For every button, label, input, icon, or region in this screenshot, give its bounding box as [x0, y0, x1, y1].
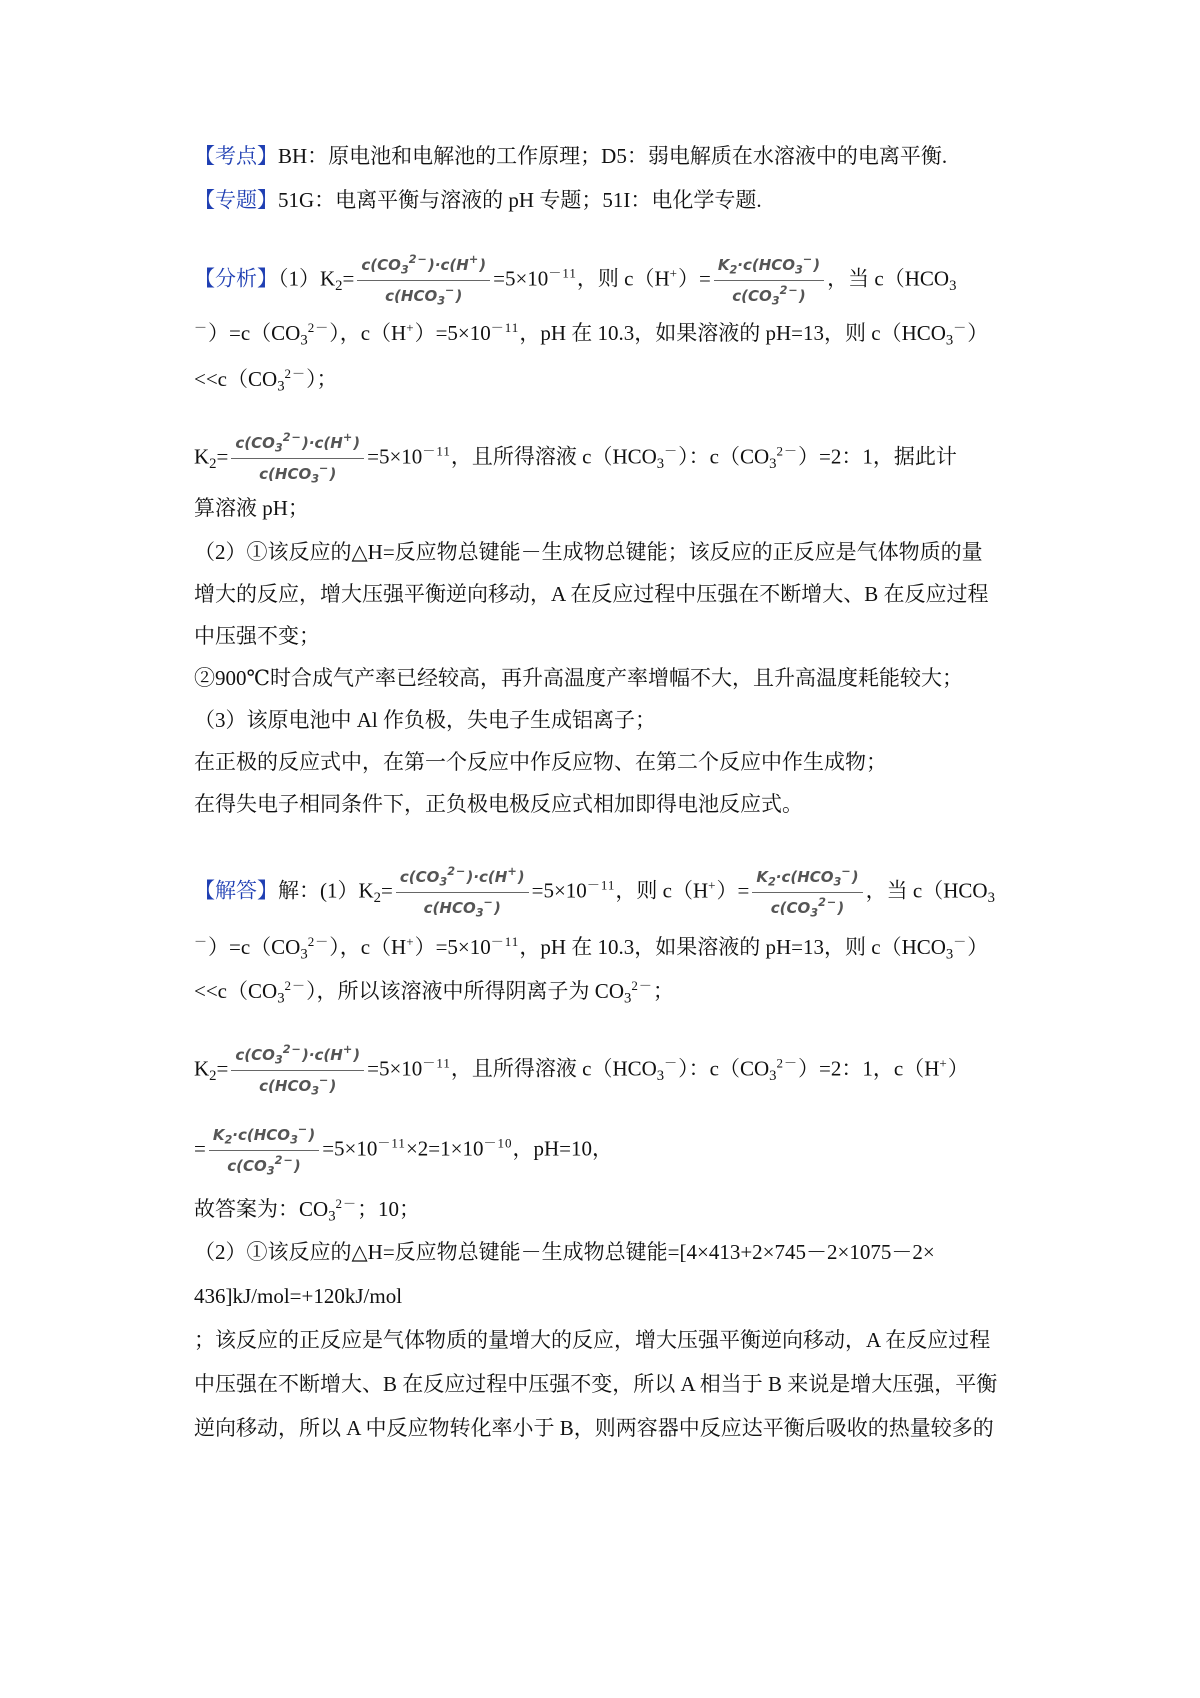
- text: +: [708, 877, 717, 893]
- text: 2: [224, 1133, 233, 1147]
- fenxi-line-2: [194, 314, 988, 354]
- jieda-line-2: [194, 928, 988, 968]
- text: －11: [586, 877, 616, 893]
- text: c(CO: [361, 255, 401, 274]
- text: c(CO: [732, 287, 772, 306]
- text: 3: [290, 1133, 298, 1147]
- text: 2: [209, 1068, 217, 1085]
- text: 3: [949, 278, 957, 295]
- fenxi-line-7: 增大的反应，增大压强平衡逆向移动，A 在反应过程中压强在不断增大、B 在反应过程: [194, 582, 989, 606]
- text: +: [406, 934, 415, 949]
- text: K: [194, 1056, 210, 1081]
- text: c(CO: [399, 867, 440, 886]
- text: ）: [967, 321, 989, 346]
- text: ）：c（CO: [678, 444, 770, 469]
- text: 2－: [307, 934, 330, 949]
- fenxi-line-10: （3）该原电池中 Al 作负极，失电子生成铝离子；: [194, 708, 656, 732]
- text: －11: [490, 934, 520, 949]
- text: c(HCO: [259, 1077, 312, 1096]
- text: −: [297, 1123, 309, 1136]
- k2-fraction: [231, 1040, 364, 1102]
- text: 2－: [284, 978, 307, 993]
- text: ），c（H: [329, 935, 407, 960]
- fenxi-line-11: 在正极的反应式中，在第一个反应中作反应物、在第二个反应中作生成物；: [194, 750, 887, 774]
- text: 2: [335, 278, 343, 295]
- text: 3: [274, 441, 283, 455]
- text: 3: [328, 1208, 336, 1225]
- text: －: [194, 934, 209, 949]
- h-fraction: [714, 250, 824, 312]
- fenxi-line-12: 在得失电子相同条件下，正负极电极反应式相加即得电池反应式。: [194, 792, 803, 816]
- text: ): [353, 433, 361, 452]
- text: 3: [400, 263, 409, 277]
- fenxi-line-8: 中压强不变；: [194, 624, 320, 648]
- text: ): [308, 1125, 316, 1144]
- text: ): [455, 287, 463, 306]
- jieda-line-9: ；该反应的正反应是气体物质的量增大的反应，增大压强平衡逆向移动，A 在反应过程: [194, 1328, 991, 1352]
- text: c(CO: [227, 1157, 267, 1176]
- text: <<c（CO: [194, 979, 278, 1004]
- text: ): [329, 465, 337, 484]
- text: －11: [490, 320, 520, 335]
- fenxi-line-5: 算溶液 pH；: [194, 496, 309, 520]
- k2-fraction: [231, 428, 364, 490]
- text: +: [406, 320, 415, 335]
- k2-fraction: [357, 250, 490, 312]
- text: ）；: [306, 367, 338, 392]
- kaodian-text: BH：原电池和电解池的工作原理；D5：弱电解质在水溶液中的电离平衡.: [278, 144, 948, 168]
- text: <<c（CO: [194, 367, 278, 392]
- fenxi-line-6: （2）①该反应的△H=反应物总键能－生成物总键能；该反应的正反应是气体物质的量: [194, 540, 983, 564]
- jieda-line-7: （2）①该反应的△H=反应物总键能－生成物总键能=[4×413+2×745－2×1075－2×: [194, 1240, 935, 1264]
- jieda-line-8: 436]kJ/mol=+120kJ/mol: [194, 1284, 403, 1308]
- text: =5×10: [367, 444, 423, 469]
- text: ): [798, 287, 806, 306]
- text: =: [342, 266, 355, 291]
- text: 3: [623, 990, 632, 1007]
- text: c(HCO: [385, 287, 438, 306]
- text: 3: [810, 906, 819, 920]
- text: ): [493, 899, 501, 918]
- text: ）=: [716, 878, 750, 903]
- text: 3: [987, 890, 995, 907]
- text: ): [329, 1077, 337, 1096]
- text: 3: [277, 990, 285, 1007]
- text: －: [664, 443, 679, 459]
- text: c(CO: [770, 899, 811, 918]
- text: =: [381, 878, 393, 903]
- text: )·c(H: [466, 867, 508, 886]
- zhuanti-tag: 【专题】: [194, 188, 278, 212]
- text: 2－: [776, 443, 799, 459]
- text: ，则 c（H: [615, 878, 709, 903]
- text: +: [939, 1055, 948, 1071]
- text: ，pH=10，: [512, 1136, 614, 1161]
- text: K: [212, 1125, 225, 1144]
- text: +: [468, 253, 480, 266]
- text: −: [483, 896, 494, 910]
- text: =5×10: [493, 266, 549, 291]
- text: ；10；: [357, 1197, 421, 1222]
- text: −: [445, 284, 456, 298]
- text: ·c(HCO: [775, 867, 834, 886]
- text: =5×10: [531, 878, 587, 903]
- text: =: [216, 1056, 229, 1081]
- text: ）: [967, 935, 989, 960]
- fenxi-tag: 【分析】: [194, 266, 278, 291]
- text: )·c(H: [301, 1045, 343, 1064]
- text: ）=c（CO: [208, 321, 301, 346]
- text: ): [353, 1045, 361, 1064]
- text: ×2=1×10: [405, 1136, 484, 1161]
- text: ）=5×10: [414, 935, 491, 960]
- text: +: [342, 431, 354, 444]
- text: ）=2：1，据此计: [798, 444, 957, 469]
- text: c(CO: [235, 433, 275, 452]
- text: ）=: [677, 266, 711, 291]
- text: ): [479, 255, 487, 274]
- jieda-line-3: [194, 972, 674, 1012]
- text: ），c（H: [329, 321, 407, 346]
- text: －: [194, 320, 209, 335]
- text: ): [851, 867, 859, 886]
- text: 2: [767, 875, 776, 889]
- text: 3: [795, 263, 803, 277]
- text: 3: [437, 294, 446, 308]
- text: 2−: [282, 431, 302, 444]
- jieda-line-5: [194, 1120, 613, 1182]
- text: ，当 c（HCO: [865, 878, 988, 903]
- text: =: [194, 1136, 206, 1161]
- text: 解：(1）K: [278, 878, 374, 903]
- text: 3: [769, 456, 777, 473]
- text: ): [813, 255, 821, 274]
- zhuanti-line: [194, 186, 762, 214]
- text: ；: [652, 979, 674, 1004]
- text: ），所以该溶液中所得阴离子为 CO: [306, 979, 624, 1004]
- text: 3: [300, 946, 308, 963]
- text: 2: [209, 456, 217, 473]
- text: 3: [945, 332, 954, 349]
- text: 3: [769, 1068, 777, 1085]
- text: ）=2：1，c（H: [798, 1056, 940, 1081]
- text: 3: [945, 946, 954, 963]
- text: K: [717, 255, 730, 274]
- text: c(HCO: [423, 899, 476, 918]
- text: −: [319, 1074, 330, 1088]
- text: 2－: [307, 320, 330, 335]
- text: ，pH 在 10.3，如果溶液的 pH=13，则 c（HCO: [519, 321, 946, 346]
- text: 3: [656, 1068, 665, 1085]
- text: ）=c（CO: [208, 935, 301, 960]
- text: ，当 c（HCO: [827, 266, 950, 291]
- text: －: [953, 934, 968, 949]
- text: ，且所得溶液 c（HCO: [450, 1056, 657, 1081]
- text: −: [841, 865, 852, 878]
- text: −: [319, 462, 330, 476]
- text: 2－: [776, 1055, 799, 1071]
- text: 2－: [631, 978, 653, 993]
- text: 3: [277, 378, 285, 395]
- h-fraction: [752, 862, 862, 924]
- text: =5×10: [367, 1056, 423, 1081]
- text: c(HCO: [259, 465, 312, 484]
- text: －10: [483, 1135, 513, 1151]
- text: +: [669, 265, 678, 281]
- text: 2: [729, 263, 738, 277]
- text: ·c(HCO: [737, 255, 796, 274]
- text: 2: [373, 890, 382, 907]
- text: 2－: [284, 366, 307, 381]
- jieda-line-11: 逆向移动，所以 A 中反应物转化率小于 B，则两容器中反应达平衡后吸收的热量较多的: [194, 1416, 994, 1440]
- text: =5×10: [322, 1136, 378, 1161]
- text: －11: [548, 265, 577, 281]
- h-fraction: [209, 1120, 319, 1182]
- text: －11: [422, 1055, 451, 1071]
- text: 3: [266, 1164, 275, 1178]
- k2-fraction: [396, 862, 529, 924]
- text: ，且所得溶液 c（HCO: [450, 444, 657, 469]
- text: 2−: [447, 865, 467, 878]
- text: ）=5×10: [414, 321, 491, 346]
- text: 2−: [818, 896, 838, 910]
- text: 2−: [408, 253, 428, 266]
- text: 3: [311, 1084, 320, 1098]
- text: 故答案为：CO: [194, 1197, 329, 1222]
- fenxi-line-1: [194, 250, 956, 312]
- text: ）: [947, 1056, 969, 1081]
- text: －11: [377, 1135, 406, 1151]
- zhuanti-text: 51G：电离平衡与溶液的 pH 专题；51I：电化学专题.: [278, 188, 762, 212]
- text: K: [756, 867, 768, 886]
- text: 3: [475, 906, 484, 920]
- text: −: [802, 253, 814, 266]
- text: －: [953, 320, 968, 335]
- text: ，则 c（H: [576, 266, 670, 291]
- jieda-line-10: 中压强在不断增大、B 在反应过程中压强不变，所以 A 相当于 B 来说是增大压强，平衡: [194, 1372, 998, 1396]
- text: 3: [274, 1053, 283, 1067]
- text: ): [517, 867, 525, 886]
- jieda-line-6: [194, 1190, 420, 1230]
- text: －: [664, 1055, 679, 1071]
- text: －11: [422, 443, 451, 459]
- jieda-tag: 【解答】: [194, 878, 278, 903]
- text: 3: [311, 472, 320, 486]
- text: +: [342, 1043, 354, 1056]
- text: 3: [771, 294, 780, 308]
- kaodian-tag: 【考点】: [194, 144, 278, 168]
- fenxi-line-9: ②900℃时合成气产率已经较高，再升高温度产率增幅不大，且升高温度耗能较大；: [194, 666, 963, 690]
- text: K: [194, 444, 210, 469]
- text: =: [216, 444, 229, 469]
- text: 2−: [274, 1154, 294, 1168]
- text: ）：c（CO: [678, 1056, 770, 1081]
- jieda-line-1: [194, 862, 995, 924]
- text: （1）K: [278, 266, 336, 291]
- jieda-line-4: [194, 1040, 969, 1102]
- text: 3: [439, 875, 448, 889]
- text: c(CO: [235, 1045, 275, 1064]
- text: 3: [300, 332, 308, 349]
- fenxi-line-3: [194, 360, 338, 400]
- text: 3: [833, 875, 842, 889]
- text: ，pH 在 10.3，如果溶液的 pH=13，则 c（HCO: [519, 935, 946, 960]
- text: ): [837, 899, 845, 918]
- kaodian-line: [194, 142, 947, 170]
- text: +: [507, 865, 518, 878]
- text: ): [293, 1157, 301, 1176]
- text: )·c(H: [301, 433, 343, 452]
- text: 2−: [779, 284, 799, 298]
- text: ·c(HCO: [232, 1125, 291, 1144]
- text: )·c(H: [427, 255, 469, 274]
- fenxi-line-4: [194, 428, 957, 490]
- text: 2－: [335, 1196, 358, 1211]
- text: 2−: [282, 1043, 302, 1056]
- text: 3: [656, 456, 665, 473]
